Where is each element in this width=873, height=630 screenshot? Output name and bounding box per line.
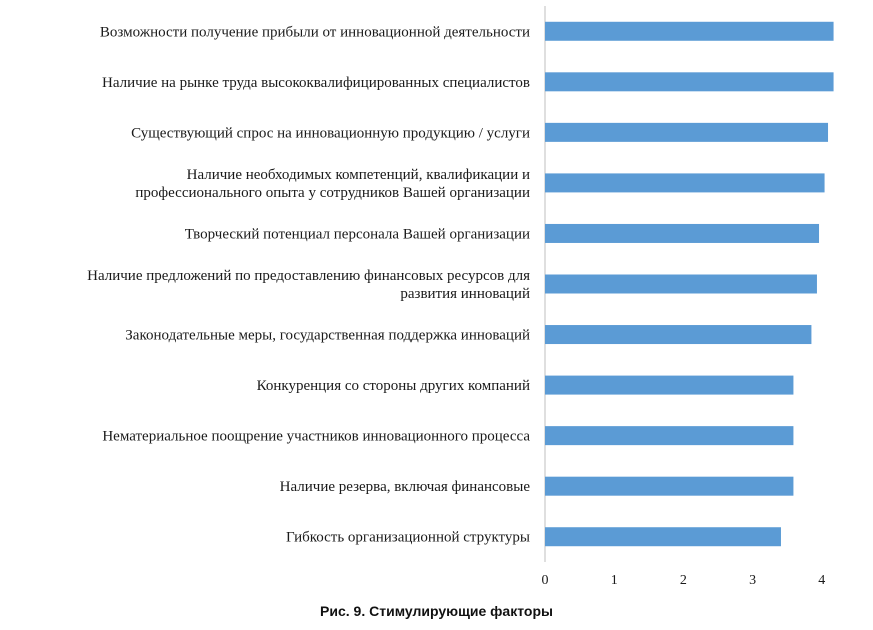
- category-label-4-line-1: Наличие необходимых компетенций, квалификации и: [186, 166, 530, 183]
- bar-11: [545, 527, 781, 546]
- bar-5: [545, 224, 819, 243]
- figure-caption: Рис. 9. Стимулирующие факторы: [320, 603, 553, 619]
- x-tick-label-2: 2: [679, 573, 687, 588]
- bar-4: [545, 173, 825, 192]
- x-tick-label-0: 0: [541, 573, 549, 588]
- category-label-9: Нематериальное поощрение участников инновационного процесса: [102, 428, 530, 445]
- category-label-4-line-2: профессионального опыта у сотрудников Вашей организации: [135, 184, 530, 201]
- x-tick-label-4: 4: [818, 573, 826, 588]
- category-label-6-line-2: развития инноваций: [400, 286, 530, 302]
- bar-9: [545, 426, 793, 445]
- bar-10: [545, 477, 793, 496]
- bar-2: [545, 72, 834, 91]
- category-label-6-line-1: Наличие предложений по предоставлению финансовых ресурсов для: [87, 268, 530, 284]
- x-tick-label-1: 1: [610, 573, 618, 588]
- category-label-2: Наличие на рынке труда высококвалифицированных специалистов: [102, 74, 530, 91]
- bar-7: [545, 325, 811, 344]
- bar-1: [545, 22, 834, 41]
- x-tick-label-3: 3: [749, 573, 757, 588]
- bar-8: [545, 376, 793, 395]
- category-label-1: Возможности получение прибыли от инновационной деятельности: [99, 24, 530, 41]
- bar-6: [545, 275, 817, 294]
- category-label-8: Конкуренция со стороны других компаний: [256, 378, 530, 395]
- category-label-3: Существующий спрос на инновационную продукцию / услуги: [131, 125, 530, 142]
- bar-3: [545, 123, 828, 142]
- category-label-5: Творческий потенциал персонала Вашей организации: [184, 226, 530, 243]
- category-label-11: Гибкость организационной структуры: [285, 529, 530, 546]
- category-label-7: Законодательные меры, государственная поддержка инноваций: [125, 327, 530, 344]
- category-label-10: Наличие резерва, включая финансовые: [279, 479, 530, 496]
